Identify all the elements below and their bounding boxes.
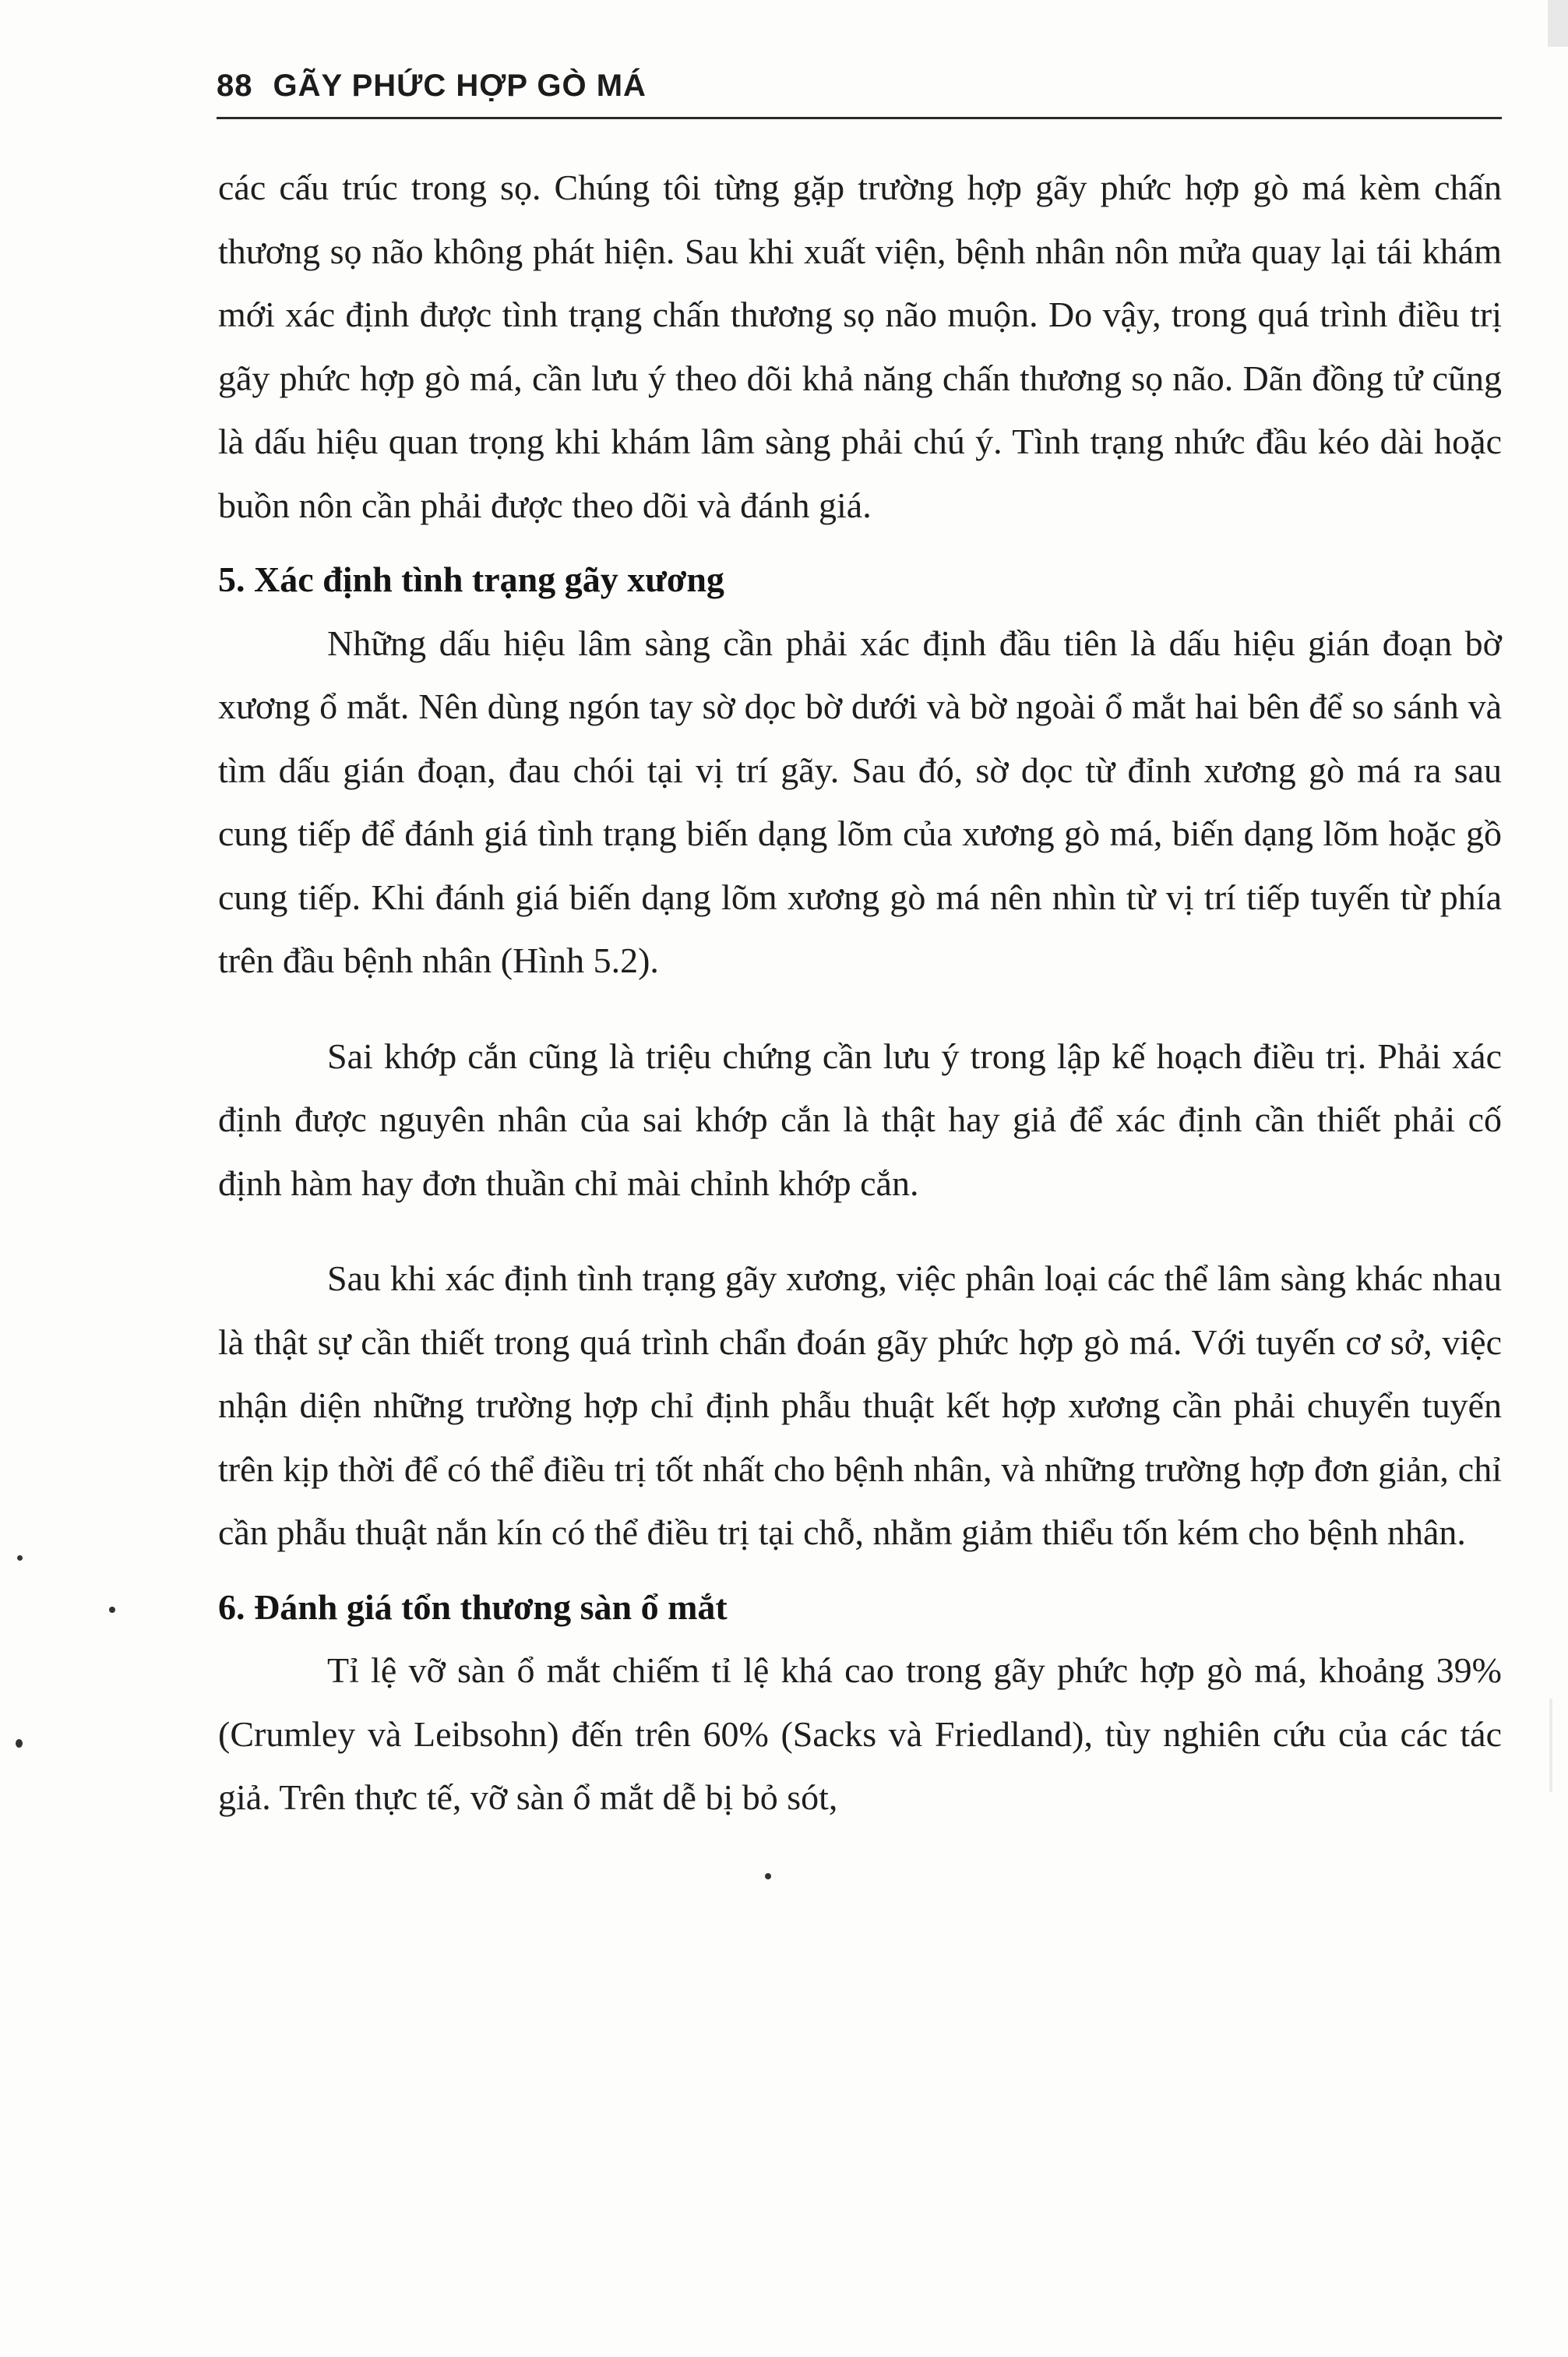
scan-speck [765, 1873, 771, 1879]
paragraph-orbital-floor: Tỉ lệ vỡ sàn ổ mắt chiếm tỉ lệ khá cao trong gãy phức hợp gò má, khoảng 39% (Crumley và Leibsohn) đến trên 60% (Sacks và Friedland), tùy nghiên cứu của các tác giả. Trên thực tế, vỡ sàn ổ mắt dễ bị bỏ sót, [218, 1650, 1502, 1817]
paragraph-clinical-signs: Những dấu hiệu lâm sàng cần phải xác định đầu tiên là dấu hiệu gián đoạn bờ xương ổ mắt. Nên dùng ngón tay sờ dọc bờ dưới và bờ ngoài ổ mắt hai bên để so sánh và tìm dấu gián đoạn, đau chói tại vị trí gãy. Sau đó, sờ dọc từ đỉnh xương gò má ra sau cung tiếp để đánh giá tình trạng biến dạng lõm của xương gò má, biến dạng lõm hoặc gồ cung tiếp. Khi đánh giá biến dạng lõm xương gò má nên nhìn từ vị trí tiếp tuyến từ phía trên đầu bệnh nhân (Hình 5.2). [218, 623, 1502, 980]
page-body [218, 156, 1502, 1829]
scan-speck [17, 1555, 23, 1561]
section-heading-5: 5. Xác định tình trạng gãy xương [218, 559, 724, 599]
paragraph-classification: Sau khi xác định tình trạng gãy xương, việc phân loại các thể lâm sàng khác nhau là thật sự cần thiết trong quá trình chẩn đoán gãy phức hợp gò má. Với tuyến cơ sở, việc nhận diện những trường hợp chỉ định phẫu thuật kết hợp xương cần phải chuyển tuyến trên kịp thời để có thể điều trị tốt nhất cho bệnh nhân, và những trường hợp đơn giản, chỉ cần phẫu thuật nắn kín có thể điều trị tại chỗ, nhằm giảm thiểu tốn kém cho bệnh nhân. [218, 1258, 1502, 1552]
page-number: 88 [217, 69, 253, 103]
header-rule [217, 117, 1502, 119]
section-heading-6: 6. Đánh giá tổn thương sàn ổ mắt [218, 1586, 728, 1627]
running-title: GÃY PHỨC HỢP GÒ MÁ [273, 69, 647, 103]
scan-speck [16, 1739, 23, 1748]
scan-edge-shadow [1548, 0, 1568, 47]
scan-edge-shadow [1549, 1699, 1552, 1792]
paragraph-malocclusion: Sai khớp cắn cũng là triệu chứng cần lưu ý trong lập kế hoạch điều trị. Phải xác định được nguyên nhân của sai khớp cắn là thật hay giả để xác định cần thiết phải cố định hàm hay đơn thuần chỉ mài chỉnh khớp cắn. [218, 1036, 1502, 1203]
paragraph-continued: các cấu trúc trong sọ. Chúng tôi từng gặp trường hợp gãy phức hợp gò má kèm chấn thương sọ não không phát hiện. Sau khi xuất viện, bệnh nhân nôn mửa quay lại tái khám mới xác định được tình trạng chấn thương sọ não muộn. Do vậy, trong quá trình điều trị gãy phức hợp gò má, cần lưu ý theo dõi khả năng chấn thương sọ não. Dãn đồng tử cũng là dấu hiệu quan trọng khi khám lâm sàng phải chú ý. Tình trạng nhức đầu kéo dài hoặc buồn nôn cần phải được theo dõi và đánh giá. [218, 168, 1502, 525]
running-header [217, 69, 1502, 122]
scan-speck [109, 1607, 115, 1613]
